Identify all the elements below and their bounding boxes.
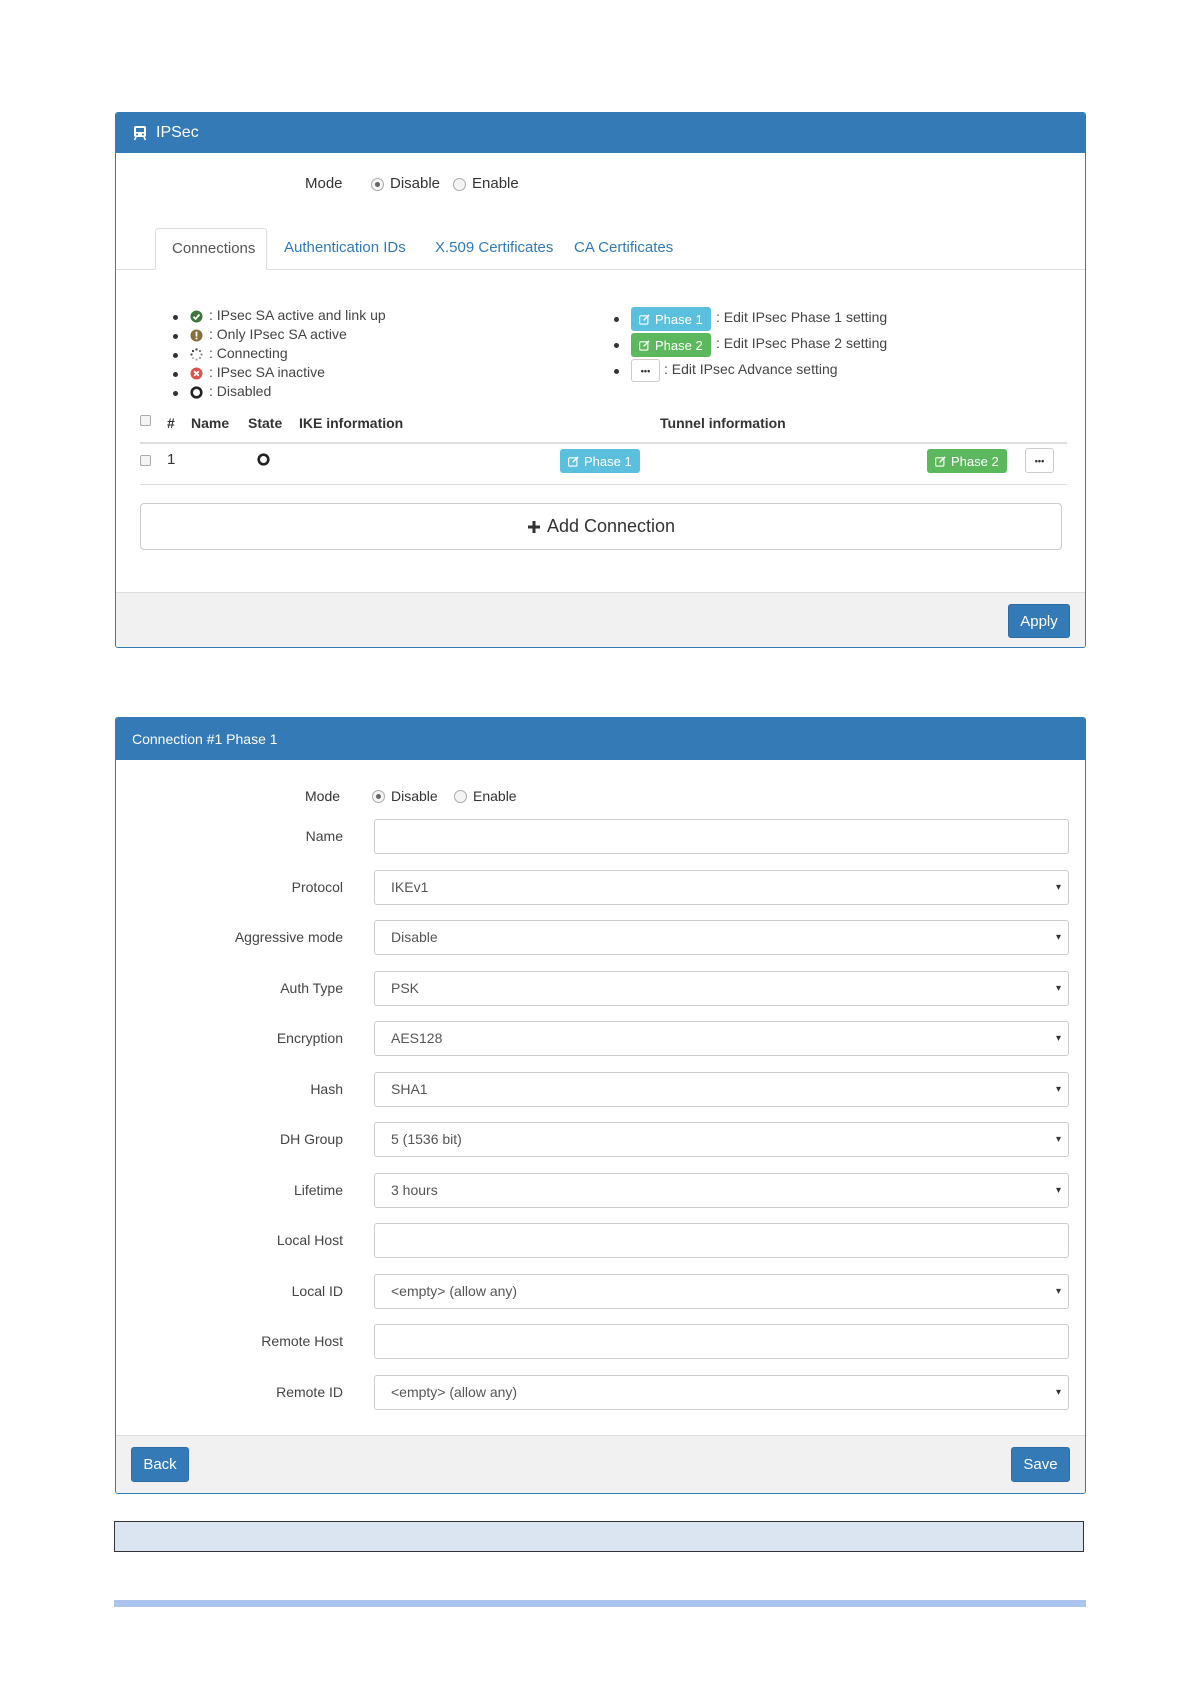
- name-input[interactable]: [374, 819, 1069, 854]
- legend-phase2-text: : Edit IPsec Phase 2 setting: [716, 335, 888, 351]
- circle-o-icon: [190, 386, 203, 399]
- caret-down-icon: ▾: [1055, 932, 1061, 943]
- ipsec-mode-label: Mode: [305, 175, 343, 192]
- legend-sa-only-text: : Only IPsec SA active: [209, 326, 347, 342]
- auth-type-label-wrap: [116, 980, 343, 998]
- aggressive-mode-select[interactable]: [374, 920, 1069, 955]
- ipsec-panel-footer: [116, 592, 1085, 647]
- lifetime-label: Lifetime: [293, 1182, 343, 1198]
- phase1-panel-footer: [116, 1435, 1085, 1493]
- ipsec-mode-enable-label[interactable]: Enable: [472, 175, 519, 192]
- remote-host-label: Remote Host: [261, 1333, 343, 1349]
- phase1-mode-enable-label[interactable]: Enable: [473, 788, 517, 804]
- times-circle-icon: [190, 367, 203, 380]
- col-tunnel: Tunnel information: [660, 415, 786, 431]
- row-phase1-label: Phase 1: [584, 453, 632, 469]
- ipsec-panel: [115, 112, 1086, 648]
- protocol-label: Protocol: [291, 879, 343, 895]
- connections-table: [140, 413, 1067, 493]
- add-connection-button[interactable]: [140, 503, 1062, 550]
- aggressive-mode-label-wrap: [116, 929, 343, 947]
- edit-icon: [639, 314, 650, 325]
- legend-bullet: [173, 372, 178, 377]
- protocol-select[interactable]: [374, 870, 1069, 905]
- auth-type-value: PSK: [391, 980, 420, 996]
- legend-active-text: : IPsec SA active and link up: [209, 307, 386, 323]
- phase1-mode-disable-radio[interactable]: [372, 790, 385, 803]
- remote-host-input[interactable]: [374, 1324, 1069, 1359]
- caret-down-icon: ▾: [1055, 1286, 1061, 1297]
- row-phase2-button[interactable]: [927, 449, 1007, 473]
- aggressive-mode-label: Aggressive mode: [234, 929, 343, 945]
- hash-select[interactable]: [374, 1072, 1069, 1107]
- local-host-label: Local Host: [276, 1232, 343, 1248]
- edit-icon: [935, 456, 946, 467]
- caret-down-icon: ▾: [1055, 1185, 1061, 1196]
- remote-id-select[interactable]: [374, 1375, 1069, 1410]
- ipsec-mode-disable-label[interactable]: Disable: [390, 175, 441, 192]
- ipsec-tabs: [116, 228, 1086, 270]
- tab-x509-certificates[interactable]: X.509 Certificates: [435, 239, 554, 256]
- legend-bullet: [614, 317, 619, 322]
- legend-bullet: [614, 369, 619, 374]
- legend-phase2-button: [631, 333, 711, 357]
- hash-label: Hash: [310, 1081, 343, 1097]
- row-checkbox[interactable]: [140, 455, 151, 466]
- local-host-label-wrap: [116, 1232, 343, 1250]
- legend-bullet: [173, 391, 178, 396]
- dh-group-label: DH Group: [279, 1131, 343, 1147]
- plus-icon: [527, 520, 541, 534]
- phase1-panel: [115, 717, 1086, 1494]
- row-phase2-label: Phase 2: [951, 453, 999, 469]
- legend-phase1-label: Phase 1: [655, 311, 703, 327]
- spinner-icon: [190, 348, 203, 361]
- col-state: State: [248, 415, 283, 431]
- legend-inactive-text: : IPsec SA inactive: [209, 364, 325, 380]
- tab-ca-certificates[interactable]: CA Certificates: [574, 239, 674, 256]
- state-legend: [116, 303, 576, 403]
- local-host-input[interactable]: [374, 1223, 1069, 1258]
- auth-type-select[interactable]: [374, 971, 1069, 1006]
- table-header-rule: [140, 442, 1067, 444]
- col-name: Name: [191, 415, 230, 431]
- tab-authentication-ids[interactable]: Authentication IDs: [284, 239, 406, 256]
- row-phase1-button[interactable]: [560, 449, 640, 473]
- dh-group-value: 5 (1536 bit): [391, 1131, 462, 1147]
- lifetime-label-wrap: [116, 1182, 343, 1200]
- row-more-button[interactable]: •••: [1025, 448, 1054, 473]
- legend-bullet: [173, 315, 178, 320]
- legend-bullet: [173, 334, 178, 339]
- phase1-title: Connection #1 Phase 1: [132, 731, 278, 747]
- caret-down-icon: ▾: [1055, 1387, 1061, 1398]
- caption-bar: [114, 1521, 1084, 1552]
- name-label-wrap: [116, 828, 343, 846]
- caret-down-icon: ▾: [1055, 1033, 1061, 1044]
- local-id-select[interactable]: [374, 1274, 1069, 1309]
- aggressive-mode-value: Disable: [391, 929, 438, 945]
- legend-phase2-label: Phase 2: [655, 337, 703, 353]
- encryption-label-wrap: [116, 1030, 343, 1048]
- col-ike: IKE information: [299, 415, 404, 431]
- remote-id-label: Remote ID: [276, 1384, 343, 1400]
- remote-host-label-wrap: [116, 1333, 343, 1351]
- legend-advance-text: : Edit IPsec Advance setting: [664, 361, 838, 377]
- local-id-label: Local ID: [291, 1283, 343, 1299]
- remote-id-label-wrap: [116, 1384, 343, 1402]
- ipsec-title: IPSec: [156, 124, 199, 141]
- dh-group-label-wrap: [116, 1131, 343, 1149]
- legend-more-button: •••: [631, 359, 660, 382]
- legend-phase1-button: [631, 307, 711, 331]
- hash-value: SHA1: [391, 1081, 428, 1097]
- select-all-checkbox[interactable]: [140, 415, 151, 426]
- caret-down-icon: ▾: [1055, 1134, 1061, 1145]
- encryption-label: Encryption: [276, 1030, 343, 1046]
- apply-button[interactable]: Apply: [1008, 604, 1070, 638]
- phase1-mode-disable-label[interactable]: Disable: [391, 788, 438, 804]
- edit-icon: [639, 340, 650, 351]
- encryption-value: AES128: [391, 1030, 443, 1046]
- phase1-mode-enable-radio[interactable]: [454, 790, 467, 803]
- table-row: [140, 445, 1067, 485]
- caret-down-icon: ▾: [1055, 983, 1061, 994]
- ipsec-panel-header: [116, 113, 1085, 153]
- caret-down-icon: ▾: [1055, 882, 1061, 893]
- legend-bullet: [173, 353, 178, 358]
- phase1-panel-header: [116, 718, 1085, 760]
- protocol-value: IKEv1: [391, 879, 429, 895]
- tab-connections[interactable]: Connections: [155, 228, 267, 270]
- row-num: 1: [167, 451, 176, 468]
- legend-connecting-text: : Connecting: [209, 345, 288, 361]
- legend-phase1-text: : Edit IPsec Phase 1 setting: [716, 309, 888, 325]
- legend-disabled-text: : Disabled: [209, 383, 272, 399]
- caret-down-icon: ▾: [1055, 1084, 1061, 1095]
- add-connection-label: Add Connection: [546, 516, 676, 536]
- lifetime-select[interactable]: [374, 1173, 1069, 1208]
- name-label: Name: [305, 828, 343, 844]
- encryption-select[interactable]: [374, 1021, 1069, 1056]
- train-icon: [132, 125, 148, 141]
- bottom-rule: [114, 1600, 1086, 1607]
- exclamation-circle-icon: [190, 329, 203, 342]
- local-id-value: <empty> (allow any): [391, 1283, 518, 1299]
- col-num: #: [167, 415, 175, 431]
- check-circle-icon: [190, 310, 203, 323]
- back-button[interactable]: Back: [131, 1447, 189, 1482]
- lifetime-value: 3 hours: [391, 1182, 438, 1198]
- hash-label-wrap: [116, 1081, 343, 1099]
- phase1-mode-label: Mode: [305, 788, 341, 804]
- protocol-label-wrap: [116, 879, 343, 897]
- local-id-label-wrap: [116, 1283, 343, 1301]
- action-legend: [606, 303, 1076, 393]
- remote-id-value: <empty> (allow any): [391, 1384, 518, 1400]
- edit-icon: [568, 456, 579, 467]
- legend-bullet: [614, 343, 619, 348]
- save-button[interactable]: Save: [1011, 1447, 1070, 1482]
- auth-type-label: Auth Type: [280, 980, 343, 996]
- dh-group-select[interactable]: [374, 1122, 1069, 1157]
- ipsec-mode-enable-radio[interactable]: [453, 178, 466, 191]
- ipsec-mode-disable-radio[interactable]: [371, 178, 384, 191]
- circle-o-icon: [257, 453, 270, 466]
